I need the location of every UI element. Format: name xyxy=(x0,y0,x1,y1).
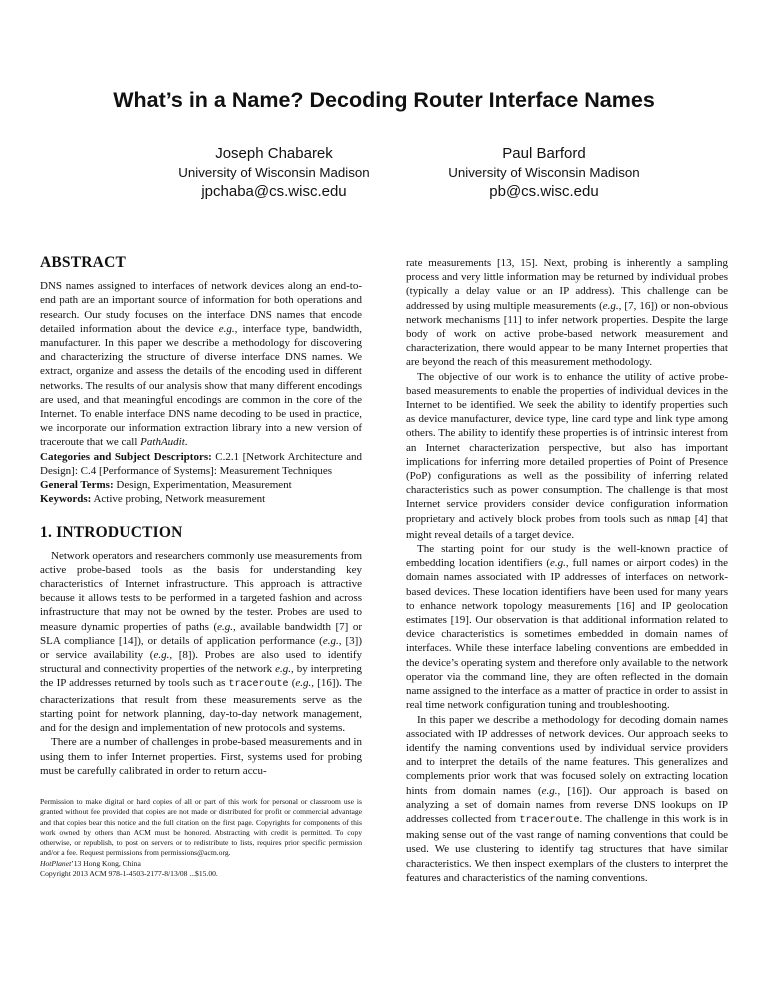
intro-paragraph: There are a number of challenges in probe-based measurements and in using them to infer Internet properties. First, systems used for probing must be carefully calibrated in order to return accu- xyxy=(40,736,362,777)
keywords-line: Keywords: Active probing, Network measurement xyxy=(40,493,266,506)
author-affiliation: University of Wisconsin Madison xyxy=(178,165,370,180)
body-paragraph: The objective of our work is to enhance the utility of active probe-based measurements to enable the properties of individual devices in the Internet to be identified. We seek the ability to identify properties such as device manufacturer, device type, line card type and link type among others. The ability to identify these properties is of intrinsic interest from an Internet characterization perspective, but also has important implications for inferring more detailed properties of Point of Presence (PoP) configurations as well as the possibility of inferring related characteristics such as power consumption. The challenge is that most Internet service providers consider device configuration information proprietary and actively block probes from tools such as nmap [4] that might reveal details of a target device. xyxy=(406,370,728,541)
abstract-text: DNS names assigned to interfaces of network devices along an end-to-end path are an important source of information for both operations and research. Our study focuses on the interface DNS names that encode detailed information about the device e.g., interface type, bandwidth, manufacturer. In this paper we describe a methodology for discovering and characterizing the structure of diverse interface DNS names. We extract, organize and assess the details of the encoding used in different networks. The results of our analysis show that many different encodings are used, and that meaningful encodings are common in the core of the Internet. To enable interface DNS name decoding to be used in practice, we incorporate our information extraction library into a new version of traceroute that we call PathAudit. xyxy=(40,280,362,449)
permission-notice: Permission to make digital or hard copies of all or part of this work for personal or classroom use is granted without fee provided that copies are not made or distributed for profit or commercial advantage and that copies bear this notice and the full citation on the first page. Copyrights for components of this work owned by others than ACM must be honored. Abstracting with credit is permitted. To copy otherwise, or republish, to post on servers or to redistribute to lists, requires prior specific permission and/or a fee. Request permissions from permissions@acm.org. HotPlanet’13 Hong Kong, China Copyright 2013 ACM 978-1-4503-2177-8/13/08 ...$15.00. xyxy=(40,797,362,879)
author-affiliation: University of Wisconsin Madison xyxy=(448,165,640,180)
right-column xyxy=(406,256,728,885)
author-email: jpchaba@cs.wisc.edu xyxy=(201,183,347,200)
author-name: Paul Barford xyxy=(502,145,586,162)
author-block xyxy=(414,145,674,200)
intro-paragraph: Network operators and researchers commonly use measurements from active probe-based tools as the basis for understanding key characteristics of Internet infrastructure. This approach is attractive because it allows tests to be performed in a targeted fashion and across infrastructure that may not be owned by the tester. Probes are used to measure dynamic properties of paths (e.g., available bandwidth [7] or SLA compliance [14]), or details of application performance (e.g., [3]) or service availability (e.g., [8]). Probes are also used to identify structural and connectivity properties of the network e.g., by interpreting the IP addresses returned by tools such as traceroute (e.g., [16]). The characterizations that result from these measurements serve as the starting point for network planning, day-to-day network management, and for the design and implementation of new protocols and systems. xyxy=(40,549,362,735)
categories-line: Categories and Subject Descriptors: C.2.1 [Network Architecture and Design]: C.4 [Performance of Systems]: Measurement Techniques xyxy=(40,450,363,477)
abstract-heading: ABSTRACT xyxy=(40,254,127,271)
paper-title: What’s in a Name? Decoding Router Interface Names xyxy=(113,88,655,112)
author-email: pb@cs.wisc.edu xyxy=(489,183,599,200)
author-block xyxy=(144,145,404,200)
body-paragraph: rate measurements [13, 15]. Next, probing is inherently a sampling process and very little information may be returned by individual probes (typically a delay value or an IP address). This challenge can be addressed by using multiple measurements (e.g., [7, 16]) or non-obvious network mechanisms [11] to infer network properties. Despite the large body of work on active probe-based network measurement and characterization, there would appear to be many Internet properties that are beyond the reach of this measurement methodology. xyxy=(406,257,728,369)
body-paragraph: The starting point for our study is the well-known practice of embedding location identifiers (e.g., full names or airport codes) in the domain names associated with IP addresses of interfaces on network-based devices. These location identifiers have been used for many years to enhance network topology measurements [16] and IP geolocation estimates [19]. Our observation is that additional information related to device characteristics is sometimes embedded in domain names of interfaces. While these interface labeling conventions are embedded in the device’s operating system and therefore only available to the network operator via the command line, they are often reflected in the domain name assigned to the interface as a matter of practice in order to assist in real time network configuration tuning and troubleshooting. xyxy=(406,543,728,712)
body-paragraph: In this paper we describe a methodology for decoding domain names associated with IP addresses of network devices. Our approach seeks to identify the naming conventions used by individual service providers and to interpret the details of the name features. This generalizes and complements prior work that was focused solely on extracting location hints from domain names (e.g., [16]). Our approach is based on analyzing a set of domain names from reverse DNS lookups on IP addresses collected from traceroute. The challenge in this work is in making sense out of the vast range of naming conventions that could be used. We use clustering to identify tag structures that have similar characteristics. We then inspect exemplars of the clusters to interpret the features and characteristics of the naming conventions. xyxy=(406,713,728,884)
author-name: Joseph Chabarek xyxy=(215,145,333,162)
introduction-heading: 1. INTRODUCTION xyxy=(40,524,183,542)
general-terms-line: General Terms: Design, Experimentation, Measurement xyxy=(40,479,292,492)
left-column xyxy=(40,256,362,778)
